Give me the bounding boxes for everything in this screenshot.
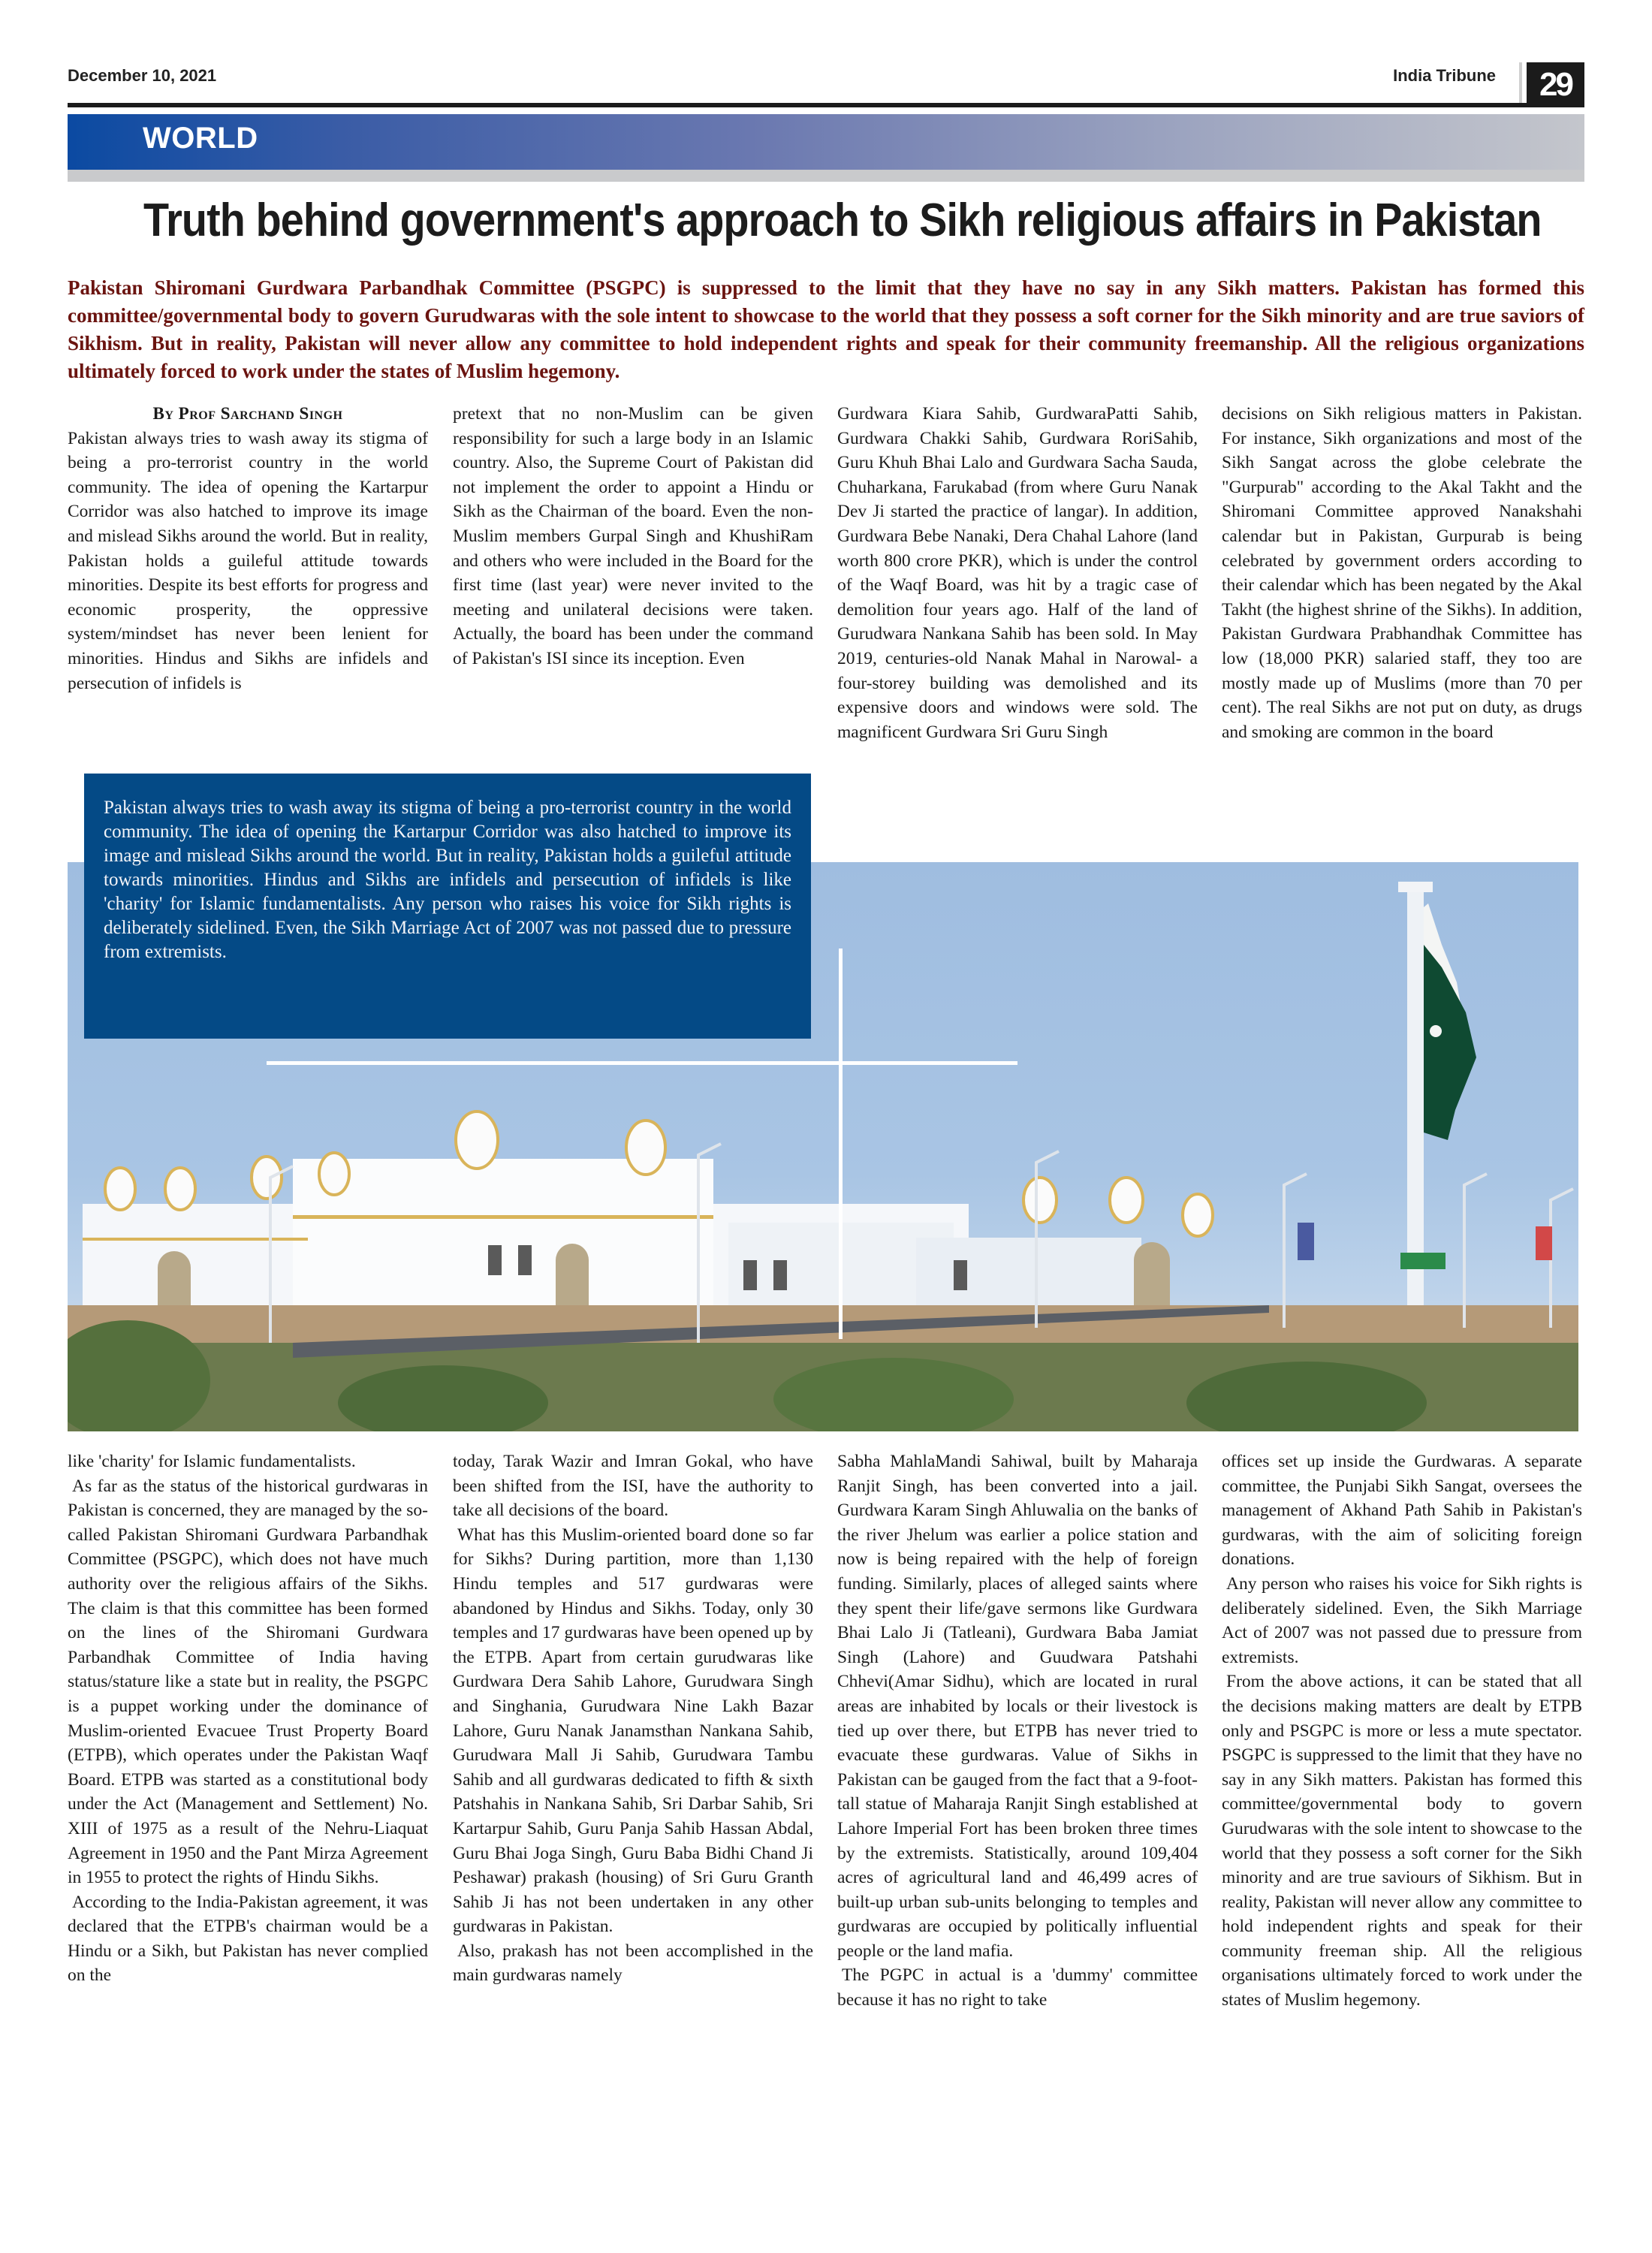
page-number: 29	[1527, 62, 1584, 107]
paragraph: Pakistan always tries to wash away its stigma of being a pro-terrorist country in the world community. The idea of opening the Kartarpur Corridor was also hatched to improve its image and mislead Sikhs around the world. But in reality, Pakistan holds a guileful attitude towards minorities. Despite its best efforts for progress and economic prosperity, the oppressive system/mindset has never been lenient for minorities. Hindus and Sikhs are infidels and persecution of infidels is	[68, 428, 428, 693]
publication-name: India Tribune	[1393, 66, 1496, 85]
column-1-bottom	[68, 1449, 428, 1988]
pull-quote: Pakistan always tries to wash away its stigma of being a pro-terrorist country in the world community. The idea of opening the Kartarpur Corridor was also hatched to improve its image and mislead Sikhs around the world. But in reality, Pakistan holds a guileful attitude towards minorities. Hindus and Sikhs are infidels and persecution of infidels is like 'charity' for Islamic fundamentalists. Any person who raises his voice for Sikh rights is deliberately sidelined. Even, the Sikh Marriage Act of 2007 was not passed due to pressure from extremists.	[84, 774, 811, 1039]
paragraph: Gurdwara Kiara Sahib, GurdwaraPatti Sahib, Gurdwara Chakki Sahib, Gurdwara RoriSahib, Guru Khuh Bhai Lalo and Gurdwara Sacha Sauda, Chuharkana, Farukabad (from where Guru Nanak Dev Ji started the practice of langar). In addition, Gurdwara Bebe Nanaki, Dera Chahal Lahore (land worth 800 crore PKR), which is under the control of the Waqf Board, was hit by a tragic case of demolition four years ago. Half of the land of Gurudwara Nankana Sahib has been sold. In May 2019, centuries-old Nanak Mahal in Narowal- a four-storey building was demolished and its expensive doors and windows were sold. The magnificent Gurdwara Sri Guru Singh	[837, 404, 1198, 742]
section-banner	[68, 114, 1584, 170]
issue-date: December 10, 2021	[68, 66, 217, 85]
photo-crosshair-vertical	[839, 949, 843, 1339]
header-separator	[1519, 62, 1522, 106]
paragraph: What has this Muslim-oriented board done so far for Sikhs? During partition, more than 1,130 Hindu temples and 517 gurdwaras were abandoned by Hindus and Sikhs. Today, only 30 temples and 17 gurdwaras have been opened up by the ETPB. Apart from certain gurudwaras like Gurdwara Dera Sahib Lahore, Gurudwara Singh and Singhania, Gurudwara Nine Lakh Bazar Lahore, Guru Nanak Janamsthan Nankana Sahib, Gurudwara Mall Ji Sahib, Gurudwara Tambu Sahib and all gurdwaras dedicated to fifth & sixth Patshahis in Nankana Sahib, Sri Darbar Sahib, Sri Kartarpur Sahib, Guru Panja Sahib Hassan Abdal, Guru Bhai Joga Singh, Guru Baba Bidhi Chand Ji Peshawar) prakash (housing) of Sri Guru Granth Sahib Ji has not been undertaken in any other gurdwaras in Pakistan.	[453, 1525, 813, 1937]
paragraph: decisions on Sikh religious matters in Pakistan. For instance, Sikh organizations and most of the Sikh Sangat across the globe celebrate the "Gurpurab" according to the Akal Takht and the Shiromani Committee approved Nanakshahi calendar but in Pakistan, Gurpurab is being celebrated by government orders according to their calendar which has been negated by the Akal Takht (the highest shrine of the Sikhs). In addition, Pakistan Gurdwara Prabhandhak Committee has low (18,000 PKR) salaried staff, they too are mostly made up of Muslims (more than 70 per cent). The real Sikhs are not put on duty, as drugs and smoking are common in the board	[1222, 404, 1582, 742]
paragraph: Also, prakash has not been accomplished in the main gurdwaras namely	[453, 1941, 813, 1986]
banner-strip	[68, 170, 1584, 182]
column-3-bottom	[837, 1449, 1198, 2013]
column-3-top	[837, 402, 1198, 744]
column-1-top	[68, 402, 428, 695]
section-label: WORLD	[143, 122, 258, 155]
paragraph: From the above actions, it can be stated that all the decisions making matters are dealt by ETPB only and PSGPC is more or less a mute spectator. PSGPC is suppressed to the limit that they have no say in any Sikh matters. Pakistan has formed this committee/governmental body to govern Gurudwaras with the sole intent to showcase to the world that they possess a soft corner for the Sikh minority and are true saviours of Sikhism. But in reality, Pakistan will never allow any committee to hold independent rights and speak for their community freeman ship. All the religious organisations ultimately forced to work under the states of Muslim hegemony.	[1222, 1672, 1582, 2010]
paragraph: today, Tarak Wazir and Imran Gokal, who have been shifted from the ISI, have the authority to take all decisions of the board.	[453, 1452, 813, 1521]
article-headline: Truth behind government's approach to Sikh religious affairs in Pakistan	[143, 195, 1542, 246]
paragraph: According to the India-Pakistan agreement, it was declared that the ETPB's chairman would be a Hindu or a Sikh, but Pakistan has never complied on the	[68, 1892, 428, 1986]
article-deck: Pakistan Shiromani Gurdwara Parbandhak Committee (PSGPC) is suppressed to the limit that they have no say in any Sikh matters. Pakistan has formed this committee/governmental body to govern Gurudwaras with the sole intent to showcase to the world that they possess a soft corner for the Sikh minority and are true saviors of Sikhism. But in reality, Pakistan will never allow any committee to hold independent rights and speak for their community freemanship. All the religious organizations ultimately forced to work under the states of Muslim hegemony.	[68, 276, 1584, 382]
paragraph: pretext that no non-Muslim can be given responsibility for such a large body in an Islamic country. Also, the Supreme Court of Pakistan did not implement the order to appoint a Hindu or Sikh as the Chairman of the board. Even the non-Muslim members Gurpal Singh and KhushiRam and others who were included in the Board for the first time (last year) were never invited to the meeting and unilateral decisions were taken. Actually, the board has been under the command of Pakistan's ISI since its inception. Even	[453, 404, 813, 668]
column-2-top	[453, 402, 813, 671]
paragraph: The PGPC in actual is a 'dummy' committee because it has no right to take	[837, 1965, 1198, 2010]
byline: By Prof Sarchand Singh	[152, 404, 343, 423]
column-4-top	[1222, 402, 1582, 744]
paragraph: offices set up inside the Gurdwaras. A separate committee, the Punjabi Sikh Sangat, oversees the management of Akhand Path Sahib in Pakistan's gurdwaras, with the aim of soliciting foreign donations.	[1222, 1452, 1582, 1570]
paragraph: Any person who raises his voice for Sikh rights is deliberately sidelined. Even, the Sikh Marriage Act of 2007 was not passed due to pressure from extremists.	[1222, 1573, 1582, 1667]
photo-crosshair-horizontal	[267, 1061, 1017, 1065]
paragraph: like 'charity' for Islamic fundamentalists.	[68, 1452, 356, 1471]
paragraph: Sabha MahlaMandi Sahiwal, built by Maharaja Ranjit Singh, has been converted into a jail. Gurdwara Karam Singh Ahluwalia on the banks of the river Jhelum was earlier a police station and now is being repaired with the help of foreign funding. Similarly, places of alleged saints where they spent their life/gave sermons like Gurdwara Bhai Lalo Ji (Tatleani), Gurdwara Baba Jamiat Singh (Lahore) and Guudwara Patshahi Chhevi(Amar Sidhu), which are located in rural areas are inhabited by locals or their livestock is tied up over there, but ETPB has never tried to evacuate these gurdwaras. Value of Sikhs in Pakistan can be gauged from the fact that a 9-foot-tall statue of Maharaja Ranjit Singh established at Lahore Imperial Fort has been broken three times by the extremists. Statistically, around 109,404 acres of agricultural land and 46,499 acres of built-up urban sub-units belonging to temples and gurdwaras are occupied by politically influential people or the land mafia.	[837, 1452, 1198, 1961]
paragraph: As far as the status of the historical gurdwaras in Pakistan is concerned, they are managed by the so-called Pakistan Shiromani Gurdwara Parbandhak Committee (PSGPC), which does not have much authority over the religious affairs of the Sikhs. The claim is that this committee has been formed on the lines of the Shiromani Gurdwara Parbandhak Committee of India having status/stature like a state but in reality, the PSGPC is a puppet working under the dominance of Muslim-oriented Evacuee Trust Property Board (ETPB), which operates under the Pakistan Waqf Board. ETPB was started as a constitutional body under the Act (Management and Settlement) No. XIII of 1975 as a result of the Nehru-Liaquat Agreement in 1950 and the Pant Mirza Agreement in 1955 to protect the rights of Hindu Sikhs.	[68, 1476, 428, 1888]
header-rule	[68, 103, 1584, 107]
column-4-bottom	[1222, 1449, 1582, 2013]
column-2-bottom	[453, 1449, 813, 1988]
